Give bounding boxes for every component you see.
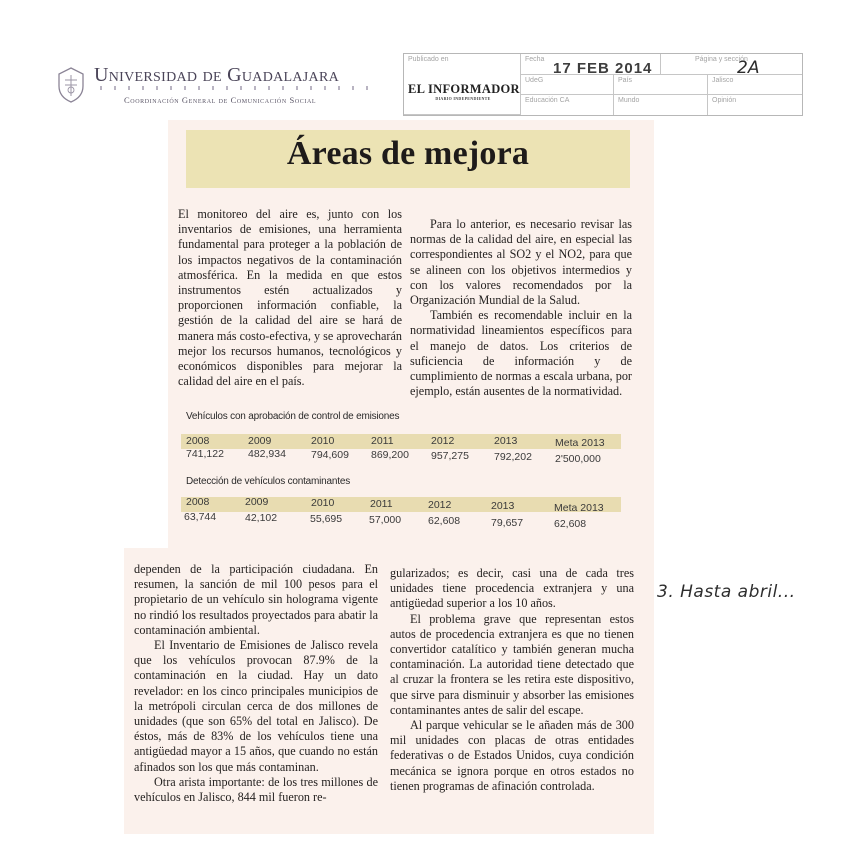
paragraph: El Inventario de Emisiones de Jalisco revela que los vehículos provocan 87.9% de la contaminación en la ciudad. Hay un dato revelador: en los cinco principales municipios de la metrópoli circulan cerca de dos millones de unidades (que son 65% del total en Jalisco). De éstos, más de 83% de los vehículos tiene una antigüedad mayor a 15 años, que cuando no están afinados son los que más contaminan. <box>134 638 378 774</box>
article-column-1 <box>178 207 402 389</box>
stamp-date-label: Fecha <box>525 56 545 63</box>
table-header: 2010 <box>311 497 335 509</box>
handwritten-page-section: 2A <box>737 58 760 78</box>
table-cell: 79,657 <box>491 517 524 529</box>
paragraph: gularizados; es decir, casi una de cada tres unidades tiene procedencia extranjera y una antigüedad superior a los 10 años. <box>390 566 634 611</box>
table-cell: 57,000 <box>369 514 402 526</box>
article-headline: Áreas de mejora <box>286 135 530 172</box>
table-cell: 42,102 <box>245 512 278 524</box>
stamp-date-value: 17 FEB 2014 <box>553 60 653 77</box>
paragraph: Otra arista importante: de los tres millones de vehículos en Jalisco, 844 mil fueron re- <box>134 774 378 805</box>
table-header: Meta 2013 <box>555 437 605 449</box>
paragraph: El problema grave que representan estos autos de procedencia extranjera es que no tienen convertidor catalítico y también generan mucha contaminación. La autoridad tiene detectado que al cruzar la frontera se les retira este dispositivo, que sirve para disminuir y absorber las emisiones contaminantes antes de salir del escape. <box>390 611 634 717</box>
table-title: Detección de vehículos contaminantes <box>186 476 351 487</box>
table-cell: 62,608 <box>428 515 461 527</box>
university-crest-logo <box>56 66 86 104</box>
table-header: 2013 <box>491 500 515 512</box>
table-cell: 792,202 <box>494 451 532 463</box>
table-cell: 62,608 <box>554 518 587 530</box>
paragraph: dependen de la participación ciudadana. En resumen, la sanción de mil 100 pesos para el propietario de un vehículo sin holograma vigente no rindió los resultados proyectados para abatir la contaminación ambiental. <box>134 562 378 637</box>
table-header: 2008 <box>186 435 210 447</box>
table-header: 2011 <box>370 498 393 510</box>
paragraph: El monitoreo del aire es, junto con los inventarios de emisiones, una herramienta fundamental para proteger a la población de los impactos negativos de la contaminación atmosférica. En la medida en que estos instrumentos estén actualizados y proporcionen información confiable, la gestión de la calidad del aire se hará de manera más costo-efectiva, y se aprovecharán mejor los recursos humanos, tecnológicos y económicos disponibles para mejorar la calidad del aire en el país. <box>178 207 402 389</box>
stamp-category: Opinión <box>712 97 737 104</box>
article-column-2 <box>410 217 632 399</box>
table-header: 2010 <box>311 435 335 447</box>
table-cell: 741,122 <box>186 448 224 460</box>
newspaper-name: EL INFORMADOR <box>408 82 520 96</box>
table-header: 2012 <box>428 499 452 511</box>
table-header: 2009 <box>248 435 272 447</box>
stamp-published-in-label: Publicado en <box>408 56 449 63</box>
stamp-category: Mundo <box>614 95 708 115</box>
stamp-category: Jalisco <box>708 75 802 95</box>
paragraph: También es recomendable incluir en la normatividad lineamientos específicos para el manejo de datos. Los criterios de suficiencia de información y de cumplimiento de normas a escala urbana, por ejemplo, están ausentes de la normatividad. <box>410 308 632 399</box>
table-title: Vehículos con aprobación de control de emisiones <box>186 411 400 422</box>
table-header: 2009 <box>245 496 269 508</box>
table-cell: 957,275 <box>431 450 469 462</box>
table-cell: 55,695 <box>310 513 343 525</box>
table-header: 2013 <box>494 435 518 447</box>
stamp-page-cell <box>661 54 802 75</box>
table-cell: 2'500,000 <box>555 453 601 465</box>
newspaper-tagline: DIARIO INDEPENDIENTE <box>435 96 491 101</box>
article-column-4 <box>390 566 634 794</box>
table-cell: 63,744 <box>184 511 217 523</box>
stamp-category: Educación CA <box>521 95 614 115</box>
stamp-category: País <box>614 75 708 95</box>
letterhead-divider <box>100 86 380 90</box>
paragraph: Al parque vehicular se le añaden más de 300 mil unidades con placas de otras entidades federativas o de Estados Unidos, cuya condición mecánica se ignora porque en otros estados no tienen programas de afinación controlada. <box>390 718 634 793</box>
table-cell: 794,609 <box>311 449 349 461</box>
table-cell: 482,934 <box>248 448 286 460</box>
stamp-category: UdeG <box>521 75 614 95</box>
table-cell: 869,200 <box>371 449 409 461</box>
department-name: Coordinación General de Comunicación Social <box>124 95 317 105</box>
table-header: 2008 <box>186 496 210 508</box>
table-header: 2012 <box>431 435 455 447</box>
table-header: Meta 2013 <box>554 502 604 514</box>
paragraph: Para lo anterior, es necesario revisar las normas de la calidad del aire, en especial las correspondientes al SO2 y el NO2, para que se alineen con los objetivos intermedios y con los valores recomendados por la Organización Mundial de la Salud. <box>410 217 632 308</box>
stamp-page-label: Página y sección <box>695 56 748 63</box>
handwritten-note: 3. Hasta abril... <box>657 582 796 602</box>
article-column-3 <box>134 562 378 805</box>
table-header: 2011 <box>371 435 394 447</box>
university-name: Universidad de Guadalajara <box>94 64 340 86</box>
